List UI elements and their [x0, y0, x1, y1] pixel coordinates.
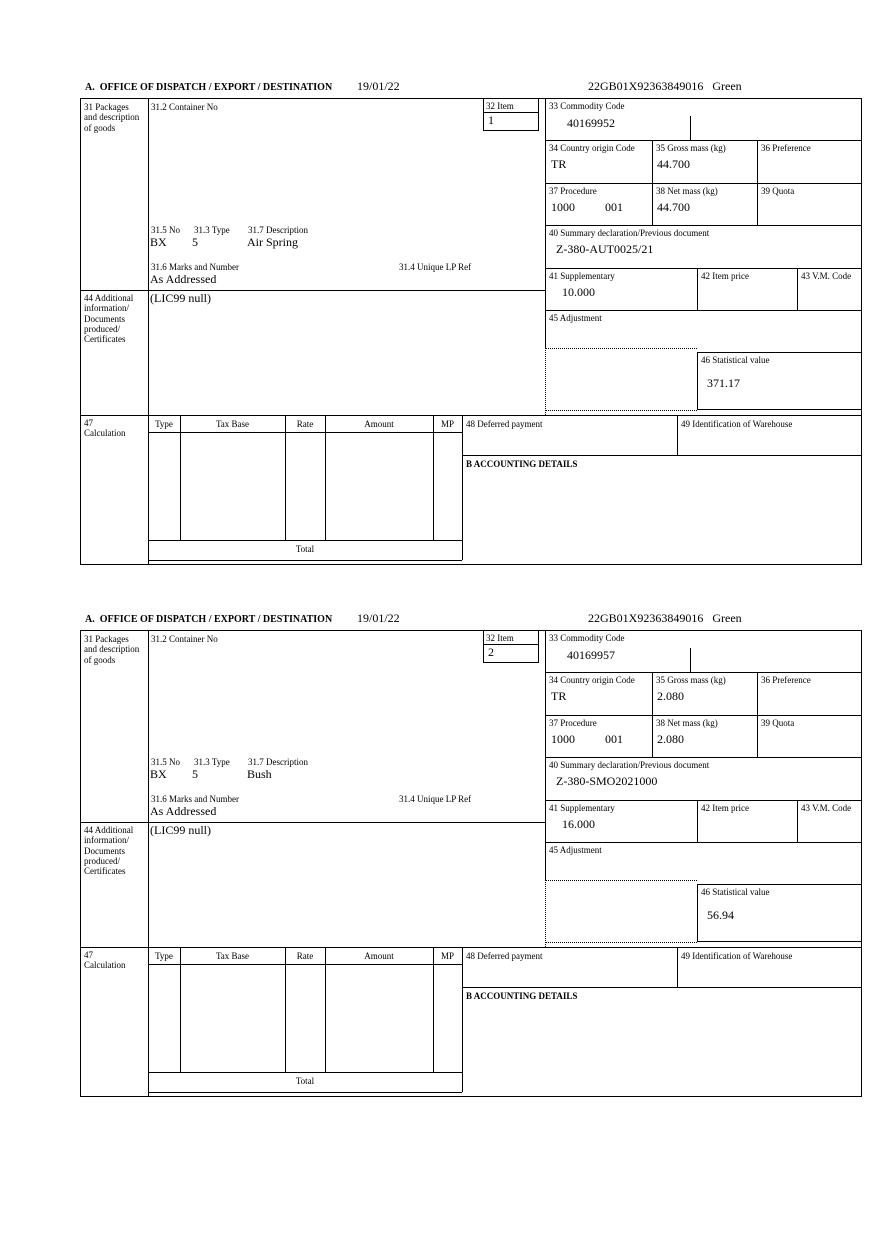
- calc-rate-header: Rate: [296, 419, 314, 429]
- calc-type-header: Type: [155, 419, 173, 429]
- country-origin-value: TR: [551, 689, 567, 703]
- deferred-payment-label: 48 Deferred payment: [466, 419, 543, 429]
- net-mass-label: 38 Net mass (kg): [656, 718, 718, 728]
- procedure-label: 37 Procedure: [549, 186, 597, 196]
- calc-mp-header: MP: [440, 419, 454, 429]
- divider: [545, 140, 862, 141]
- quota-label: 39 Quota: [761, 186, 795, 196]
- divider: [285, 415, 286, 540]
- calc-mp-header: MP: [440, 951, 454, 961]
- procedure-additional-value: 001: [605, 732, 623, 746]
- divider: [690, 116, 691, 140]
- declaration-item-section: [0, 80, 882, 580]
- divider: [148, 1092, 462, 1093]
- divider: [690, 648, 691, 672]
- office-of-dispatch-label: A. OFFICE OF DISPATCH / EXPORT / DESTINATION: [85, 82, 333, 93]
- divider: [148, 560, 462, 561]
- divider: [462, 415, 463, 560]
- declaration-item-section: [0, 612, 882, 1112]
- goods-description-value: Air Spring: [247, 235, 298, 249]
- divider: [545, 268, 862, 269]
- divider: [325, 947, 326, 1072]
- supplementary-label: 41 Supplementary: [549, 271, 615, 281]
- goods-description-label: 31.7 Description: [248, 757, 308, 767]
- item-price-label: 42 Item price: [701, 271, 749, 281]
- divider: [697, 800, 698, 842]
- divider: [462, 947, 463, 1092]
- divider: [433, 415, 434, 540]
- supplementary-value: 16.000: [562, 817, 595, 831]
- statistical-value-label: 46 Statistical value: [701, 887, 770, 897]
- package-type-value: 5: [192, 235, 198, 249]
- item-number-label: 32 Item: [486, 101, 514, 111]
- statistical-value: 371.17: [707, 376, 740, 390]
- unique-lp-ref-label: 31.4 Unique LP Ref: [399, 794, 472, 804]
- divider: [148, 1072, 462, 1073]
- accounting-details-label: B ACCOUNTING DETAILS: [466, 459, 578, 469]
- divider: [545, 942, 697, 943]
- procedure-value: 1000: [551, 200, 575, 214]
- divider: [180, 947, 181, 1072]
- calc-type-header: Type: [155, 951, 173, 961]
- marks-number-value: As Addressed: [150, 804, 217, 818]
- preference-label: 36 Preference: [761, 143, 811, 153]
- country-origin-label: 34 Country origin Code: [549, 143, 635, 153]
- procedure-label: 37 Procedure: [549, 718, 597, 728]
- divider: [148, 432, 462, 433]
- declaration-reference: 22GB01X92363849016 Green: [588, 611, 742, 625]
- item-number-value: 2: [488, 645, 494, 659]
- procedure-additional-value: 001: [605, 200, 623, 214]
- divider: [462, 455, 862, 456]
- package-no-value: BX: [150, 767, 167, 781]
- packages-description-label: 31 Packages and description of goods: [84, 102, 140, 133]
- vm-code-label: 43 V.M. Code: [801, 271, 852, 281]
- packages-description-label: 31 Packages and description of goods: [84, 634, 140, 665]
- divider: [545, 348, 697, 349]
- declaration-date: 19/01/22: [357, 79, 400, 93]
- previous-document-value: Z-380-AUT0025/21: [556, 242, 654, 256]
- preference-label: 36 Preference: [761, 675, 811, 685]
- package-no-label: 31.5 No: [151, 757, 180, 767]
- warehouse-id-label: 49 Identification of Warehouse: [681, 419, 793, 429]
- divider: [677, 415, 678, 455]
- divider: [545, 715, 862, 716]
- accounting-details-label: B ACCOUNTING DETAILS: [466, 991, 578, 1001]
- marks-number-label: 31.6 Marks and Number: [151, 794, 239, 804]
- item-number-label: 32 Item: [486, 633, 514, 643]
- divider: [80, 947, 862, 948]
- divider: [545, 800, 862, 801]
- marks-number-label: 31.6 Marks and Number: [151, 262, 239, 272]
- gross-mass-label: 35 Gross mass (kg): [656, 143, 726, 153]
- goods-description-label: 31.7 Description: [248, 225, 308, 235]
- supplementary-value: 10.000: [562, 285, 595, 299]
- previous-document-value: Z-380-SMO2021000: [556, 774, 658, 788]
- divider: [797, 268, 798, 310]
- divider: [148, 964, 462, 965]
- additional-info-value: (LIC99 null): [150, 823, 211, 837]
- gross-mass-value: 2.080: [657, 689, 684, 703]
- divider: [545, 183, 862, 184]
- goods-description-value: Bush: [247, 767, 272, 781]
- warehouse-id-label: 49 Identification of Warehouse: [681, 951, 793, 961]
- declaration-date: 19/01/22: [357, 611, 400, 625]
- divider: [462, 987, 862, 988]
- procedure-value: 1000: [551, 732, 575, 746]
- divider: [80, 415, 862, 416]
- container-no-label: 31.2 Container No: [151, 634, 218, 644]
- previous-document-label: 40 Summary declaration/Previous document: [549, 228, 710, 238]
- divider: [148, 98, 149, 565]
- divider: [285, 947, 286, 1072]
- office-of-dispatch-label: A. OFFICE OF DISPATCH / EXPORT / DESTINATION: [85, 614, 333, 625]
- divider: [545, 842, 862, 843]
- calc-tax-base-header: Tax Base: [215, 951, 250, 961]
- commodity-code-label: 33 Commodity Code: [549, 101, 625, 111]
- divider: [325, 415, 326, 540]
- calculation-label: 47 Calculation: [84, 418, 126, 439]
- additional-info-label: 44 Additional information/ Documents produced/ Certificates: [84, 825, 134, 877]
- gross-mass-value: 44.700: [657, 157, 690, 171]
- deferred-payment-label: 48 Deferred payment: [466, 951, 543, 961]
- additional-info-value: (LIC99 null): [150, 291, 211, 305]
- statistical-value-label: 46 Statistical value: [701, 355, 770, 365]
- commodity-code-label: 33 Commodity Code: [549, 633, 625, 643]
- form-outline: [80, 630, 862, 1097]
- divider: [545, 880, 697, 881]
- divider: [545, 410, 697, 411]
- divider: [545, 672, 862, 673]
- item-number-value: 1: [488, 113, 494, 127]
- package-no-label: 31.5 No: [151, 225, 180, 235]
- net-mass-label: 38 Net mass (kg): [656, 186, 718, 196]
- commodity-code-value: 40169952: [567, 116, 615, 130]
- adjustment-label: 45 Adjustment: [549, 845, 602, 855]
- vm-code-label: 43 V.M. Code: [801, 803, 852, 813]
- package-type-value: 5: [192, 767, 198, 781]
- calc-tax-base-header: Tax Base: [215, 419, 250, 429]
- quota-label: 39 Quota: [761, 718, 795, 728]
- net-mass-value: 44.700: [657, 200, 690, 214]
- package-no-value: BX: [150, 235, 167, 249]
- divider: [545, 880, 546, 947]
- previous-document-label: 40 Summary declaration/Previous document: [549, 760, 710, 770]
- divider: [148, 540, 462, 541]
- commodity-code-value: 40169957: [567, 648, 615, 662]
- divider: [797, 800, 798, 842]
- form-outline: [80, 98, 862, 565]
- divider: [697, 268, 698, 310]
- divider: [545, 757, 862, 758]
- calc-total-label: Total: [295, 1076, 315, 1086]
- calculation-label: 47 Calculation: [84, 950, 126, 971]
- package-type-label: 31.3 Type: [194, 757, 230, 767]
- statistical-value: 56.94: [707, 908, 734, 922]
- marks-number-value: As Addressed: [150, 272, 217, 286]
- country-origin-value: TR: [551, 157, 567, 171]
- country-origin-label: 34 Country origin Code: [549, 675, 635, 685]
- divider: [545, 348, 546, 415]
- divider: [433, 947, 434, 1072]
- calc-amount-header: Amount: [364, 951, 394, 961]
- unique-lp-ref-label: 31.4 Unique LP Ref: [399, 262, 472, 272]
- calc-total-label: Total: [295, 544, 315, 554]
- divider: [545, 225, 862, 226]
- gross-mass-label: 35 Gross mass (kg): [656, 675, 726, 685]
- additional-info-label: 44 Additional information/ Documents produced/ Certificates: [84, 293, 134, 345]
- divider: [180, 415, 181, 540]
- item-price-label: 42 Item price: [701, 803, 749, 813]
- net-mass-value: 2.080: [657, 732, 684, 746]
- adjustment-label: 45 Adjustment: [549, 313, 602, 323]
- calc-amount-header: Amount: [364, 419, 394, 429]
- divider: [677, 947, 678, 987]
- package-type-label: 31.3 Type: [194, 225, 230, 235]
- container-no-label: 31.2 Container No: [151, 102, 218, 112]
- calc-rate-header: Rate: [296, 951, 314, 961]
- supplementary-label: 41 Supplementary: [549, 803, 615, 813]
- declaration-reference: 22GB01X92363849016 Green: [588, 79, 742, 93]
- divider: [545, 310, 862, 311]
- divider: [148, 630, 149, 1097]
